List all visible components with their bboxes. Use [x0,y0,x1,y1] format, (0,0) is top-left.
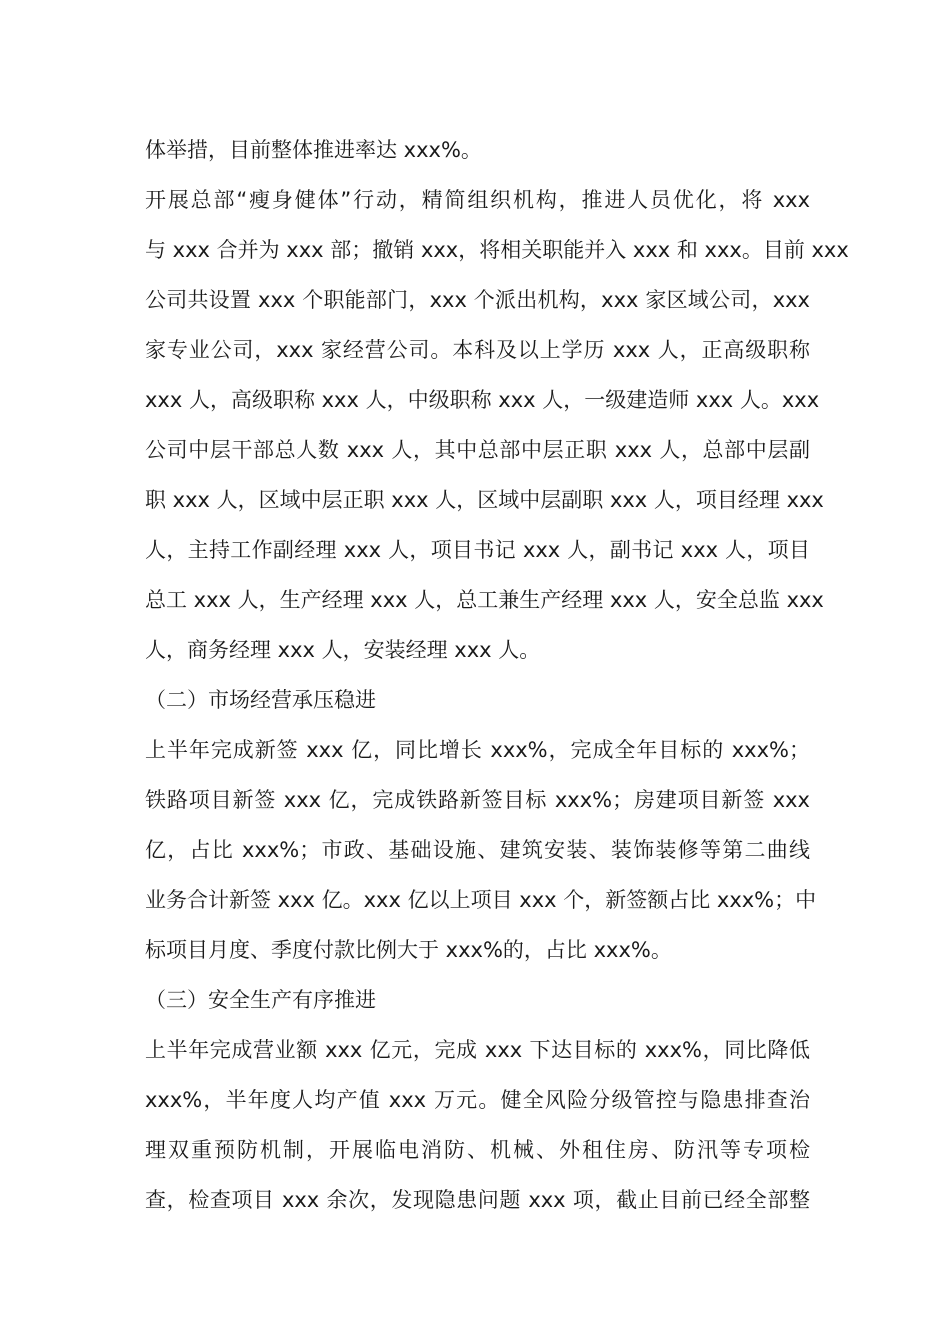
text-line: 体举措，目前整体推进率达 xxx%。 [145,138,482,162]
section-heading: （三）安全生产有序推进 [145,988,376,1012]
text-line: xxx%，半年度人均产值 xxx 万元。健全风险分级管控与隐患排查治 [145,1088,810,1112]
text-line: 开展总部“瘦身健体”行动，精简组织机构，推进人员优化，将 xxx [145,188,810,212]
text-line: 人，商务经理 xxx 人，安装经理 xxx 人。 [145,638,541,662]
text-line: 查，检查项目 xxx 余次，发现隐患问题 xxx 项，截止目前已经全部整 [145,1188,810,1212]
section-heading: （二）市场经营承压稳进 [145,688,376,712]
text-line: 总工 xxx 人，生产经理 xxx 人，总工兼生产经理 xxx 人，安全总监 xxx [145,588,824,612]
text-line: 公司中层干部总人数 xxx 人，其中总部中层正职 xxx 人，总部中层副 [145,438,810,462]
text-line: 上半年完成营业额 xxx 亿元，完成 xxx 下达目标的 xxx%，同比降低 [145,1038,810,1062]
text-line: 人，主持工作副经理 xxx 人，项目书记 xxx 人，副书记 xxx 人，项目 [145,538,810,562]
text-line: 业务合计新签 xxx 亿。xxx 亿以上项目 xxx 个，新签额占比 xxx%；中 [145,888,817,912]
text-line: 与 xxx 合并为 xxx 部；撤销 xxx，将相关职能并入 xxx 和 xxx。目前 xxx [145,238,849,262]
text-line: 上半年完成新签 xxx 亿，同比增长 xxx%，完成全年目标的 xxx%； [145,738,810,762]
text-line: 铁路项目新签 xxx 亿，完成铁路新签目标 xxx%；房建项目新签 xxx [145,788,810,812]
text-line: 理双重预防机制，开展临电消防、机械、外租住房、防汛等专项检 [145,1138,810,1162]
text-line: 标项目月度、季度付款比例大于 xxx%的，占比 xxx%。 [145,938,672,962]
text-line: 家专业公司，xxx 家经营公司。本科及以上学历 xxx 人，正高级职称 [145,338,810,362]
text-line: 亿，占比 xxx%；市政、基础设施、建筑安装、装饰装修等第二曲线 [145,838,810,862]
text-line: xxx 人，高级职称 xxx 人，中级职称 xxx 人，一级建造师 xxx 人。xxx [145,388,820,412]
text-line: 职 xxx 人，区域中层正职 xxx 人，区域中层副职 xxx 人，项目经理 xxx [145,488,824,512]
text-line: 公司共设置 xxx 个职能部门，xxx 个派出机构，xxx 家区域公司，xxx [145,288,810,312]
